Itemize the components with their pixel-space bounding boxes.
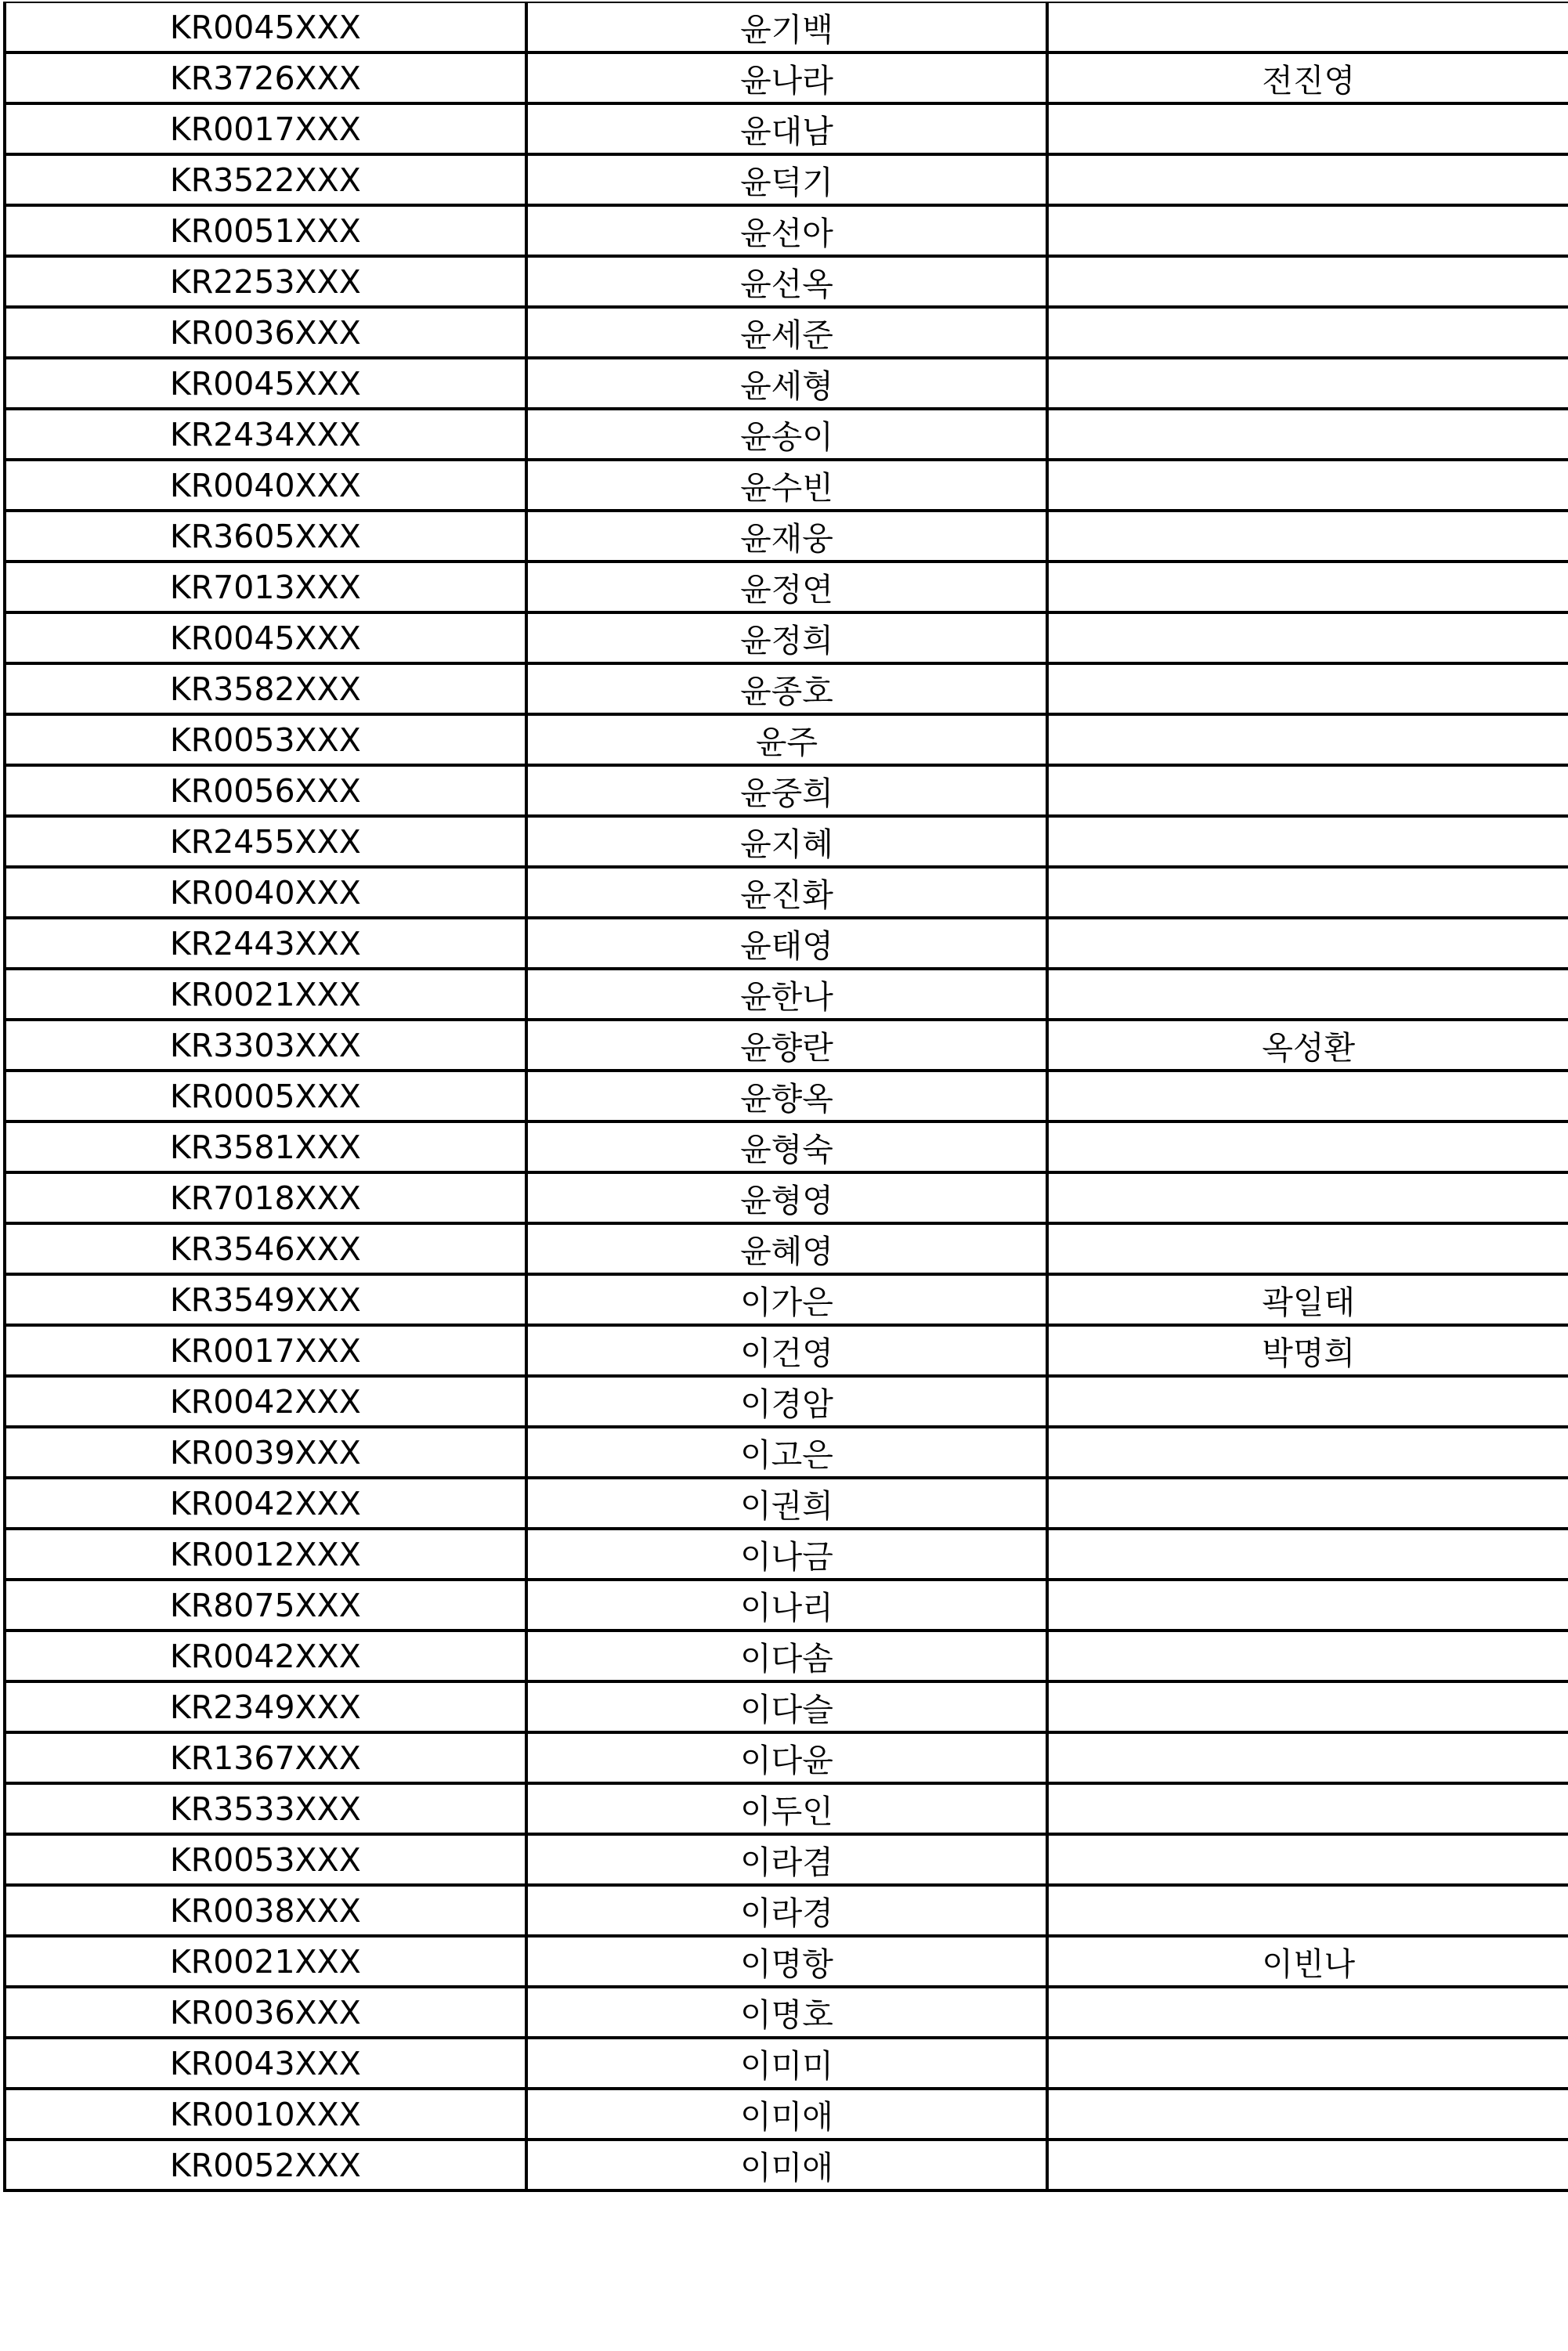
name-cell: 윤진화 (526, 867, 1048, 918)
name-cell: 윤형숙 (526, 1121, 1048, 1172)
note-cell (1047, 1223, 1568, 1274)
name-cell: 윤재웅 (526, 511, 1048, 562)
table-row (5, 409, 1568, 460)
id-cell: KR0045XXX (5, 612, 526, 663)
id-cell: KR2434XXX (5, 409, 526, 460)
note-cell (1047, 1631, 1568, 1681)
note-cell (1047, 1427, 1568, 1478)
name-cell: 윤수빈 (526, 460, 1048, 511)
table-row (5, 816, 1568, 867)
table-row (5, 1427, 1568, 1478)
table-row (5, 1172, 1568, 1223)
id-cell: KR0045XXX (5, 2, 526, 52)
name-cell: 윤중희 (526, 765, 1048, 816)
note-cell (1047, 511, 1568, 562)
id-cell: KR0021XXX (5, 1936, 526, 1987)
name-cell: 이권희 (526, 1478, 1048, 1529)
id-cell: KR0051XXX (5, 205, 526, 256)
table-row (5, 1936, 1568, 1987)
note-cell: 전진영 (1047, 52, 1568, 103)
id-cell: KR3582XXX (5, 663, 526, 714)
note-cell (1047, 2089, 1568, 2140)
name-cell: 윤나라 (526, 52, 1048, 103)
table-row (5, 714, 1568, 765)
table-row (5, 918, 1568, 969)
id-cell: KR0052XXX (5, 2140, 526, 2190)
name-cell: 이명항 (526, 1936, 1048, 1987)
note-cell (1047, 969, 1568, 1020)
name-cell: 윤형영 (526, 1172, 1048, 1223)
note-cell (1047, 562, 1568, 612)
name-cell: 이라경 (526, 1885, 1048, 1936)
table-row (5, 1631, 1568, 1681)
name-cell: 윤덕기 (526, 154, 1048, 205)
note-cell (1047, 307, 1568, 358)
name-cell: 이두인 (526, 1783, 1048, 1834)
table-row (5, 1987, 1568, 2038)
id-cell: KR3605XXX (5, 511, 526, 562)
note-cell (1047, 358, 1568, 409)
note-cell: 이빈나 (1047, 1936, 1568, 1987)
table-row (5, 154, 1568, 205)
id-cell: KR0021XXX (5, 969, 526, 1020)
id-cell: KR0017XXX (5, 103, 526, 154)
name-cell: 이가은 (526, 1274, 1048, 1325)
id-cell: KR0042XXX (5, 1376, 526, 1427)
table-row (5, 1274, 1568, 1325)
name-cell: 윤한나 (526, 969, 1048, 1020)
note-cell (1047, 1732, 1568, 1783)
id-cell: KR0045XXX (5, 358, 526, 409)
id-cell: KR0042XXX (5, 1631, 526, 1681)
id-cell: KR3522XXX (5, 154, 526, 205)
name-cell: 윤정희 (526, 612, 1048, 663)
id-cell: KR3581XXX (5, 1121, 526, 1172)
id-cell: KR3303XXX (5, 1020, 526, 1071)
table-row (5, 1580, 1568, 1631)
id-cell: KR0042XXX (5, 1478, 526, 1529)
name-cell: 윤종호 (526, 663, 1048, 714)
note-cell (1047, 816, 1568, 867)
note-cell (1047, 1478, 1568, 1529)
id-cell: KR2443XXX (5, 918, 526, 969)
table-row (5, 358, 1568, 409)
id-cell: KR0010XXX (5, 2089, 526, 2140)
name-cell: 윤태영 (526, 918, 1048, 969)
name-cell: 윤기백 (526, 2, 1048, 52)
note-cell (1047, 765, 1568, 816)
note-cell (1047, 2, 1568, 52)
id-cell: KR0053XXX (5, 714, 526, 765)
table-row (5, 1681, 1568, 1732)
note-cell (1047, 1885, 1568, 1936)
id-cell: KR2253XXX (5, 256, 526, 307)
name-cell: 이건영 (526, 1325, 1048, 1376)
table-row (5, 511, 1568, 562)
table-row (5, 867, 1568, 918)
table-row (5, 1376, 1568, 1427)
id-cell: KR3546XXX (5, 1223, 526, 1274)
table-row (5, 2, 1568, 52)
name-cell: 이다솜 (526, 1631, 1048, 1681)
id-cell: KR2455XXX (5, 816, 526, 867)
name-cell: 이경암 (526, 1376, 1048, 1427)
note-cell (1047, 918, 1568, 969)
note-cell (1047, 612, 1568, 663)
table-row (5, 1325, 1568, 1376)
note-cell (1047, 1376, 1568, 1427)
id-cell: KR8075XXX (5, 1580, 526, 1631)
note-cell (1047, 460, 1568, 511)
id-cell: KR2349XXX (5, 1681, 526, 1732)
table-row (5, 765, 1568, 816)
name-cell: 이미미 (526, 2038, 1048, 2089)
data-table (3, 2, 1568, 2192)
name-cell: 윤주 (526, 714, 1048, 765)
name-cell: 윤세준 (526, 307, 1048, 358)
name-cell: 윤선옥 (526, 256, 1048, 307)
id-cell: KR0038XXX (5, 1885, 526, 1936)
note-cell (1047, 2140, 1568, 2190)
table-row (5, 307, 1568, 358)
name-cell: 윤세형 (526, 358, 1048, 409)
name-cell: 이미애 (526, 2140, 1048, 2190)
name-cell: 이명호 (526, 1987, 1048, 2038)
name-cell: 이고은 (526, 1427, 1048, 1478)
id-cell: KR3726XXX (5, 52, 526, 103)
note-cell (1047, 256, 1568, 307)
id-cell: KR0005XXX (5, 1071, 526, 1121)
name-cell: 윤혜영 (526, 1223, 1048, 1274)
name-cell: 이나금 (526, 1529, 1048, 1580)
name-cell: 윤지혜 (526, 816, 1048, 867)
id-cell: KR0056XXX (5, 765, 526, 816)
name-cell: 윤향옥 (526, 1071, 1048, 1121)
note-cell (1047, 154, 1568, 205)
name-cell: 이나리 (526, 1580, 1048, 1631)
name-cell: 윤송이 (526, 409, 1048, 460)
note-cell (1047, 1529, 1568, 1580)
table-row (5, 1732, 1568, 1783)
note-cell (1047, 409, 1568, 460)
table-row (5, 1223, 1568, 1274)
table-row (5, 1783, 1568, 1834)
id-cell: KR0043XXX (5, 2038, 526, 2089)
table-row (5, 205, 1568, 256)
note-cell (1047, 1987, 1568, 2038)
note-cell (1047, 1783, 1568, 1834)
id-cell: KR0040XXX (5, 867, 526, 918)
note-cell (1047, 1071, 1568, 1121)
note-cell (1047, 714, 1568, 765)
table-row (5, 1529, 1568, 1580)
note-cell (1047, 867, 1568, 918)
note-cell (1047, 1681, 1568, 1732)
name-cell: 윤선아 (526, 205, 1048, 256)
table-row (5, 969, 1568, 1020)
id-cell: KR0040XXX (5, 460, 526, 511)
table-row (5, 52, 1568, 103)
table-row (5, 2140, 1568, 2190)
name-cell: 윤대남 (526, 103, 1048, 154)
table-row (5, 1121, 1568, 1172)
table-row (5, 663, 1568, 714)
id-cell: KR0039XXX (5, 1427, 526, 1478)
name-cell: 이다윤 (526, 1732, 1048, 1783)
table-row (5, 562, 1568, 612)
note-cell (1047, 1580, 1568, 1631)
table-row (5, 256, 1568, 307)
table-row (5, 2038, 1568, 2089)
id-cell: KR0053XXX (5, 1834, 526, 1885)
name-cell: 이다슬 (526, 1681, 1048, 1732)
id-cell: KR0017XXX (5, 1325, 526, 1376)
table-row (5, 612, 1568, 663)
id-cell: KR0012XXX (5, 1529, 526, 1580)
table-row (5, 2089, 1568, 2140)
table-row (5, 1478, 1568, 1529)
table-row (5, 1885, 1568, 1936)
name-cell: 윤향란 (526, 1020, 1048, 1071)
note-cell: 곽일태 (1047, 1274, 1568, 1325)
note-cell (1047, 1121, 1568, 1172)
note-cell (1047, 103, 1568, 154)
id-cell: KR0036XXX (5, 307, 526, 358)
id-cell: KR7018XXX (5, 1172, 526, 1223)
name-cell: 이라겸 (526, 1834, 1048, 1885)
table-body (5, 2, 1568, 2190)
note-cell (1047, 205, 1568, 256)
note-cell (1047, 663, 1568, 714)
note-cell: 박명희 (1047, 1325, 1568, 1376)
table-row (5, 1020, 1568, 1071)
note-cell (1047, 1834, 1568, 1885)
note-cell (1047, 1172, 1568, 1223)
id-cell: KR1367XXX (5, 1732, 526, 1783)
id-cell: KR3533XXX (5, 1783, 526, 1834)
id-cell: KR0036XXX (5, 1987, 526, 2038)
note-cell (1047, 2038, 1568, 2089)
note-cell: 옥성환 (1047, 1020, 1568, 1071)
id-cell: KR3549XXX (5, 1274, 526, 1325)
id-cell: KR7013XXX (5, 562, 526, 612)
table-row (5, 460, 1568, 511)
table-row (5, 1834, 1568, 1885)
name-cell: 윤정연 (526, 562, 1048, 612)
name-cell: 이미애 (526, 2089, 1048, 2140)
table-row (5, 1071, 1568, 1121)
table-row (5, 103, 1568, 154)
